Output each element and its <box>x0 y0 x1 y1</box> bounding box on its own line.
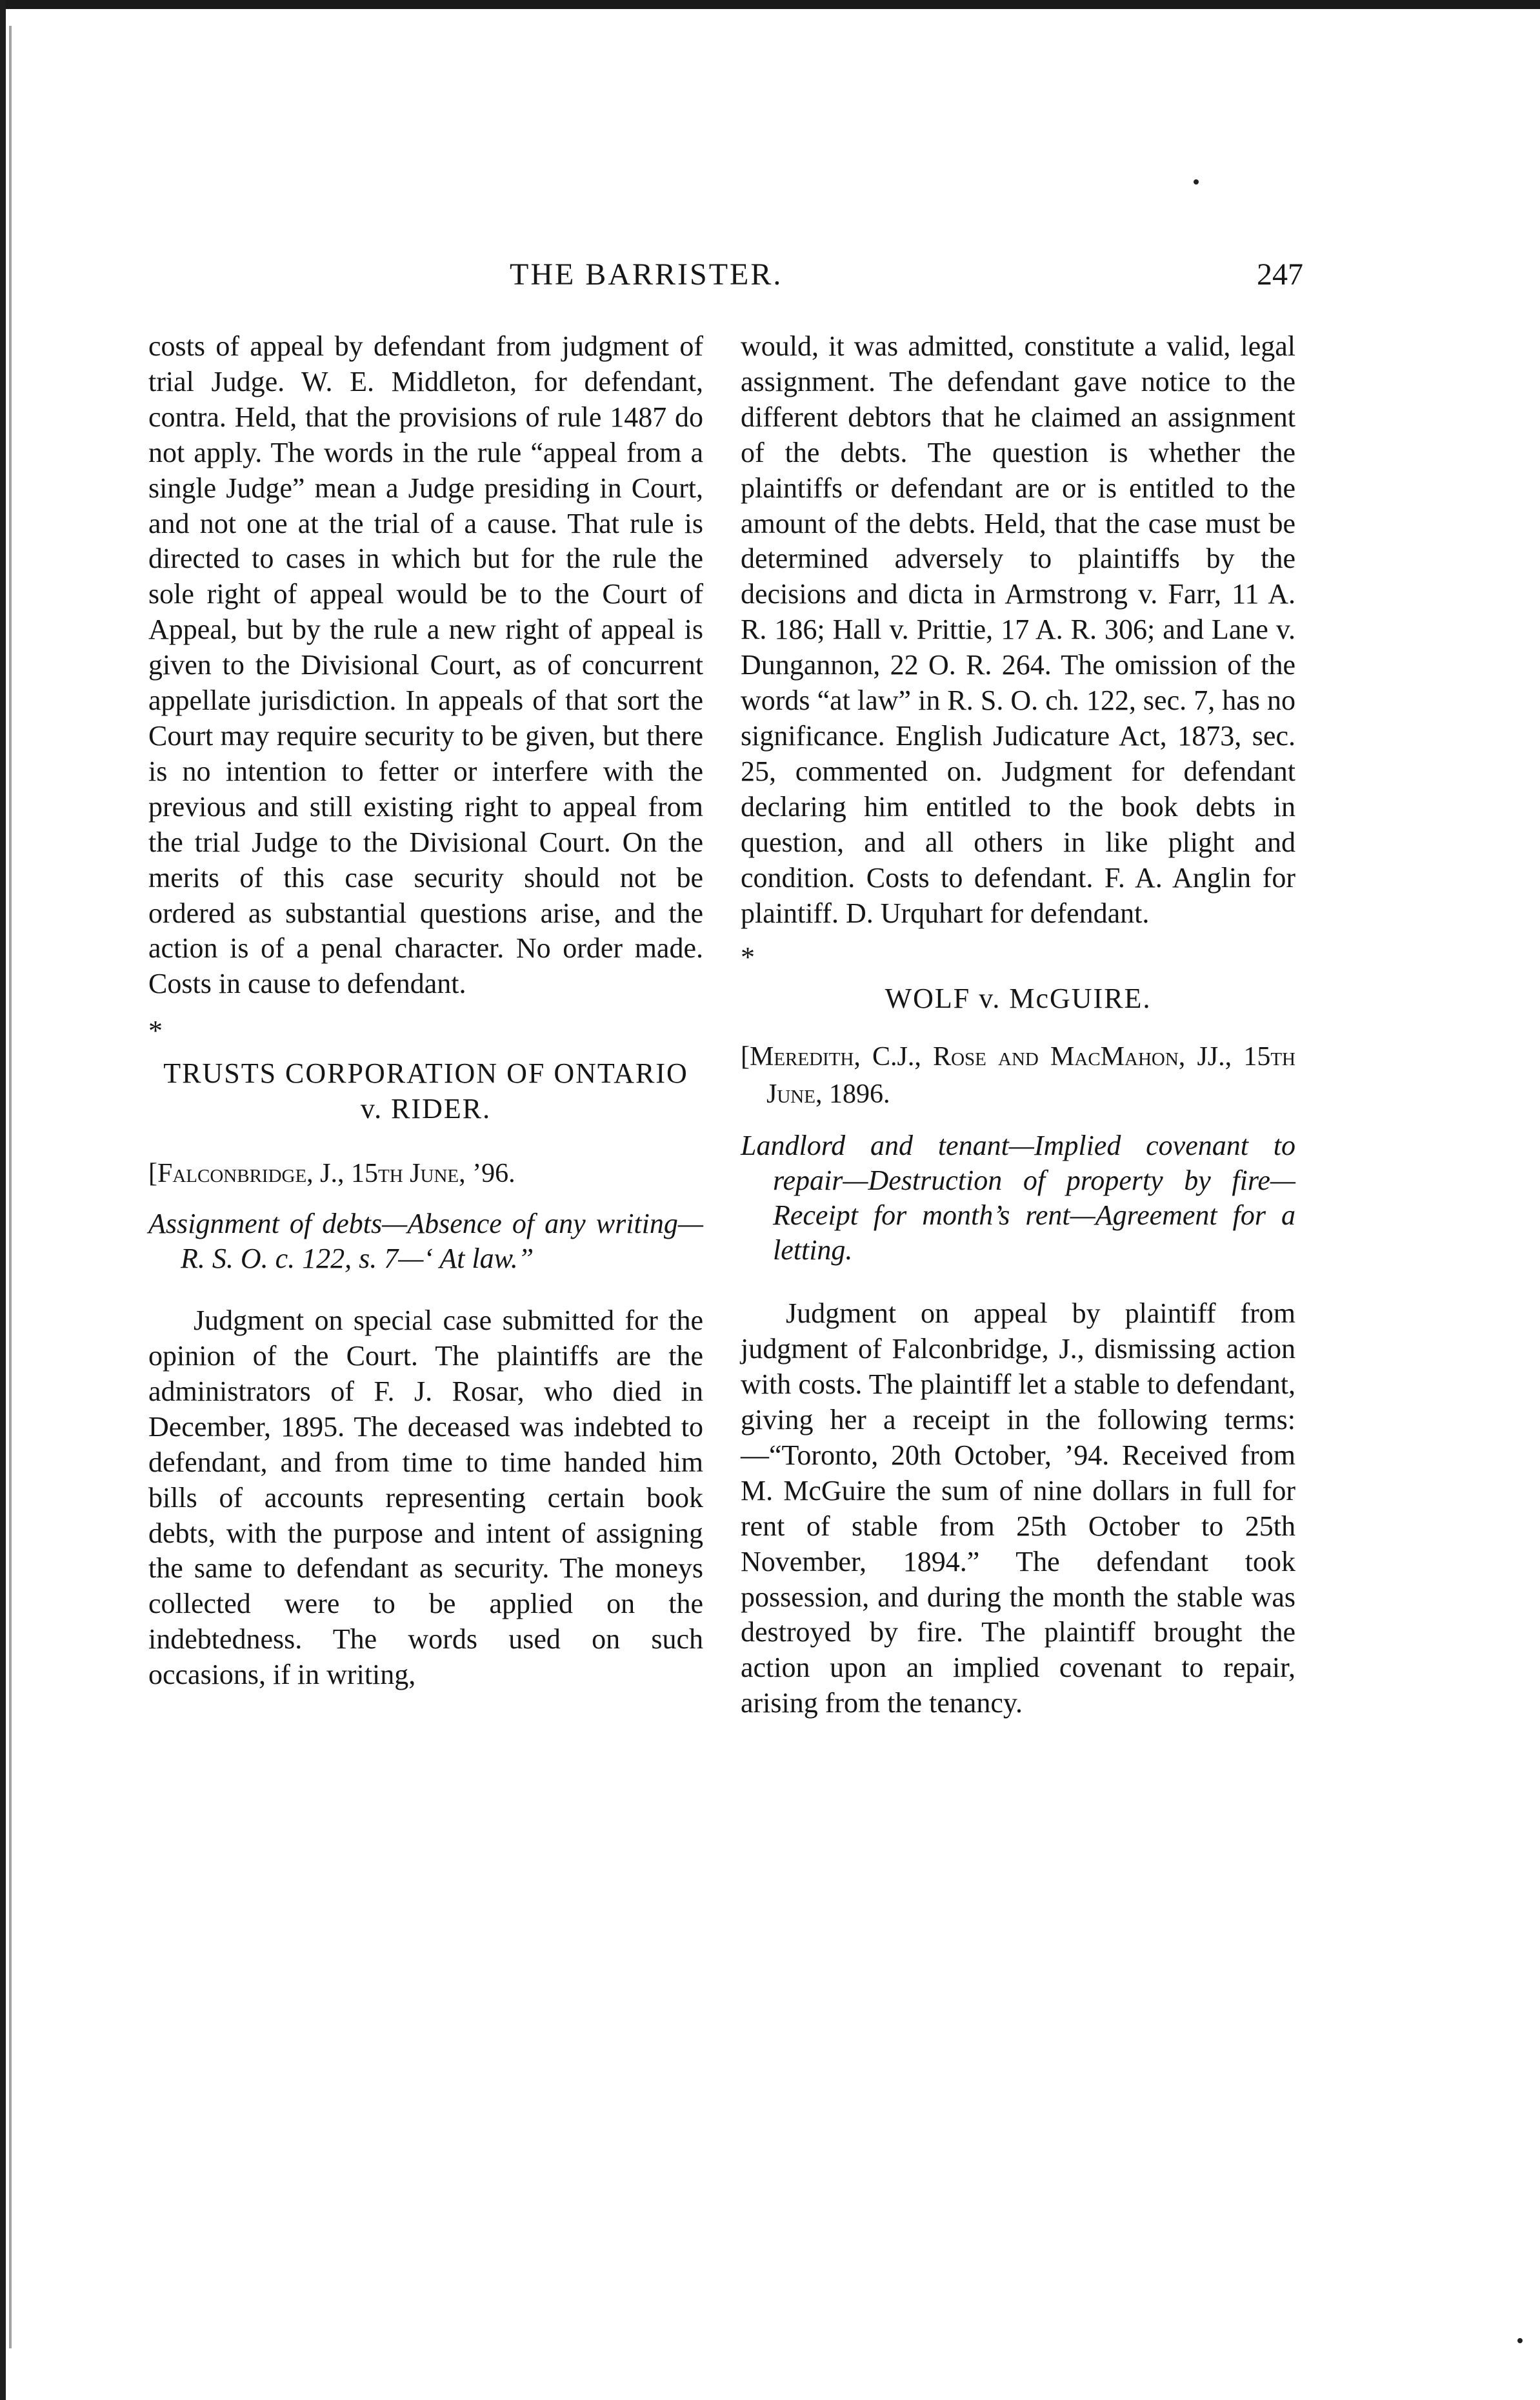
running-header <box>510 257 1303 302</box>
page-number: 247 <box>1257 257 1303 292</box>
headnote: Assignment of debts—Absence of any writing—R. S. O. c. 122, s. 7—‘ At law.” <box>148 1208 703 1275</box>
continued-paragraph: costs of appeal by defendant from judgment of trial Judge. W. E. Middleton, for defendant, contra. Held, that the provisions of rule 1487 do not apply. The words in the rule “appeal from a single Judge” mean a Judge presiding in Court, and not one at the trial of a cause. That rule is directed to cases in which but for the rule the sole right of appeal would be to the Court of Appeal, but by the rule a new right of appeal is given to the Divisional Court, as of concurrent appellate jurisdiction. In appeals of that sort the Court may require security to be given, but there is no intention to fetter or interfere with the previous and still existing right to appeal from the trial Judge to the Divisional Court. On the merits of this case security should not be ordered as substantial questions arise, and the action is of a penal character. No order made. Costs in cause to defendant. <box>148 330 703 1000</box>
judgment-paragraph: Judgment on special case submitted for the opinion of the Court. The plaintiffs are the administrators of F. J. Rosar, who died in December, 1895. The deceased was indebted to defendant, and from time to time handed him bills of accounts representing certain book debts, with the purpose and intent of assigning the same to defendant as security. The moneys collected were to be applied on the indebtedness. The words used on such occasions, if in writing, <box>148 1305 703 1691</box>
section-divider: * <box>741 941 755 974</box>
journal-title: THE BARRISTER. <box>510 257 783 292</box>
judgment-paragraph: Judgment on appeal by plaintiff from judgment of Falconbridge, J., dismissing action with costs. The plaintiff let a stable to defendant, giving her a receipt in the following terms:—“Toronto, 20th October, ’94. Received from M. McGuire the sum of nine dollars in full for rent of stable from 25th October to 25th November, 1894.” The defendant took possession, and during the month the stable was destroyed by fire. The plaintiff brought the action upon an implied covenant to repair, arising from the tenancy. <box>741 1297 1295 1719</box>
court-line: [Falconbridge, J., 15th June, ’96. <box>148 1159 515 1189</box>
scan-speck <box>1517 2338 1523 2343</box>
scan-left-border <box>0 0 6 2400</box>
continued-paragraph: would, it was admitted, constitute a valid, legal assignment. The defendant gave notice to the different debtors that he claimed an assignment of the debts. The question is whether the plaintiffs or defendant are or is entitled to the amount of the debts. Held, that the case must be determined adversely to plaintiffs by the decisions and dicta in Armstrong v. Farr, 11 A. R. 186; Hall v. Prittie, 17 A. R. 306; and Lane v. Dungannon, 22 O. R. 264. The omission of the words “at law” in R. S. O. ch. 122, sec. 7, has no significance. English Judicature Act, 1873, sec. 25, commented on. Judgment for defendant declaring him entitled to the book debts in question, and all others in like plight and condition. Costs to defendant. F. A. Anglin for plaintiff. D. Urquhart for defendant. <box>741 330 1295 929</box>
scan-speck <box>1194 179 1199 185</box>
left-column <box>148 329 703 1693</box>
court-line: [Meredith, C.J., Rose and MacMahon, JJ., 15th June, 1896. <box>741 1042 1295 1110</box>
scan-left-shadow <box>9 26 12 2348</box>
headnote: Landlord and tenant—Implied covenant to repair—Destruction of property by fire—Receipt for month’s rent—Agreement for a letting. <box>741 1130 1295 1266</box>
right-column <box>741 329 1295 1721</box>
section-divider: * <box>148 1015 163 1047</box>
case-title: TRUSTS CORPORATION OF ONTARIO v. RIDER. <box>163 1057 688 1125</box>
case-title: WOLF v. McGUIRE. <box>885 983 1152 1015</box>
scan-top-border <box>0 0 1540 9</box>
